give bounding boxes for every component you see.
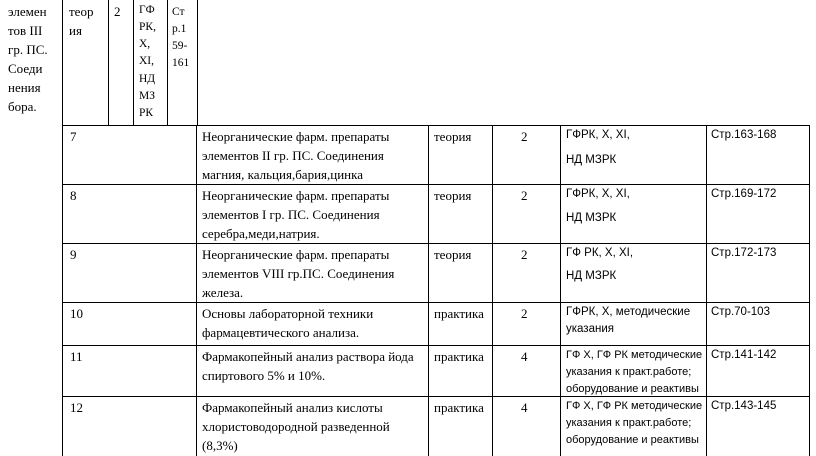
divider — [62, 0, 63, 125]
divider — [62, 243, 810, 244]
row-hours: 2 — [521, 306, 528, 321]
row-source: ГФ Х, ГФ РК методические указания к практ.работе; оборудование и реактивы — [566, 349, 703, 395]
row-number: 7 — [70, 129, 77, 144]
top-source-cell: ГФ РК, Х, XI, — [139, 4, 156, 67]
divider — [62, 345, 810, 346]
row-source-line1: ГФРК, Х, XI, — [566, 188, 630, 200]
divider — [167, 0, 168, 125]
row-topic: Неорганические фарм. препараты элементов II гр. ПС. Соединения магния, кальция,бария,цинка — [202, 129, 390, 182]
row-number: 12 — [70, 400, 83, 415]
row-type: практика — [434, 349, 484, 364]
row-type: теория — [434, 247, 472, 262]
row-source-line2: НД МЗРК — [566, 270, 617, 282]
divider — [196, 125, 197, 456]
divider — [108, 0, 109, 125]
top-topic-cell: элемен тов III гр. ПС. Соеди нения бора. — [8, 4, 48, 114]
row-source-line1: ГФ РК, Х, XI, — [566, 247, 634, 259]
divider — [706, 125, 707, 456]
row-type: теория — [434, 188, 472, 203]
divider — [62, 302, 810, 303]
row-source: ГФ Х, ГФ РК методические указания к практ.работе; оборудование и реактивы — [566, 400, 703, 446]
divider — [560, 125, 561, 456]
row-hours: 2 — [521, 129, 528, 144]
row-type: теория — [434, 129, 472, 144]
row-hours: 2 — [521, 188, 528, 203]
divider — [197, 0, 198, 125]
row-source-line2: НД МЗРК — [566, 212, 617, 224]
row-source-line1: ГФРК, Х, XI, — [566, 129, 630, 141]
divider — [428, 125, 429, 456]
row-topic: Фармакопейный анализ кислоты хлористоводородной разведенной (8,3%) — [202, 400, 390, 453]
row-pages: Стр.163-168 — [711, 129, 777, 141]
row-pages: Стр.172-173 — [711, 247, 777, 259]
row-type: практика — [434, 306, 484, 321]
divider — [62, 125, 810, 126]
divider — [133, 0, 134, 125]
row-topic: Неорганические фарм. препараты элементов I гр. ПС. Соединения серебра,меди,натрия. — [202, 188, 390, 241]
row-hours: 2 — [521, 247, 528, 262]
row-number: 11 — [70, 349, 83, 364]
row-type: практика — [434, 400, 484, 415]
row-topic: Фармакопейный анализ раствора йода спиртового 5% и 10%. — [202, 349, 414, 383]
divider — [62, 184, 810, 185]
divider — [492, 125, 493, 456]
top-pages-cell: Ст р.1 59- 161 — [172, 6, 190, 69]
row-hours: 4 — [521, 400, 528, 415]
row-number: 10 — [70, 306, 83, 321]
row-topic: Неорганические фарм. препараты элементов VIII гр.ПС. Соединения железа. — [202, 247, 395, 300]
row-pages: Стр.70-103 — [711, 306, 770, 318]
row-number: 8 — [70, 188, 77, 203]
row-pages: Стр.143-145 — [711, 400, 777, 412]
row-source: ГФРК, Х, методические указания — [566, 306, 691, 335]
row-source-line2: НД МЗРК — [566, 154, 617, 166]
divider — [62, 125, 63, 456]
row-topic: Основы лабораторной техники фармацевтического анализа. — [202, 306, 374, 340]
row-hours: 4 — [521, 349, 528, 364]
top-hours-cell: 2 — [114, 4, 121, 19]
row-pages: Стр.141-142 — [711, 349, 777, 361]
row-pages: Стр.169-172 — [711, 188, 777, 200]
top-source2-cell: НД МЗ РК — [139, 73, 156, 119]
top-type-cell: теор ия — [69, 4, 94, 38]
row-number: 9 — [70, 247, 77, 262]
divider — [809, 125, 810, 456]
